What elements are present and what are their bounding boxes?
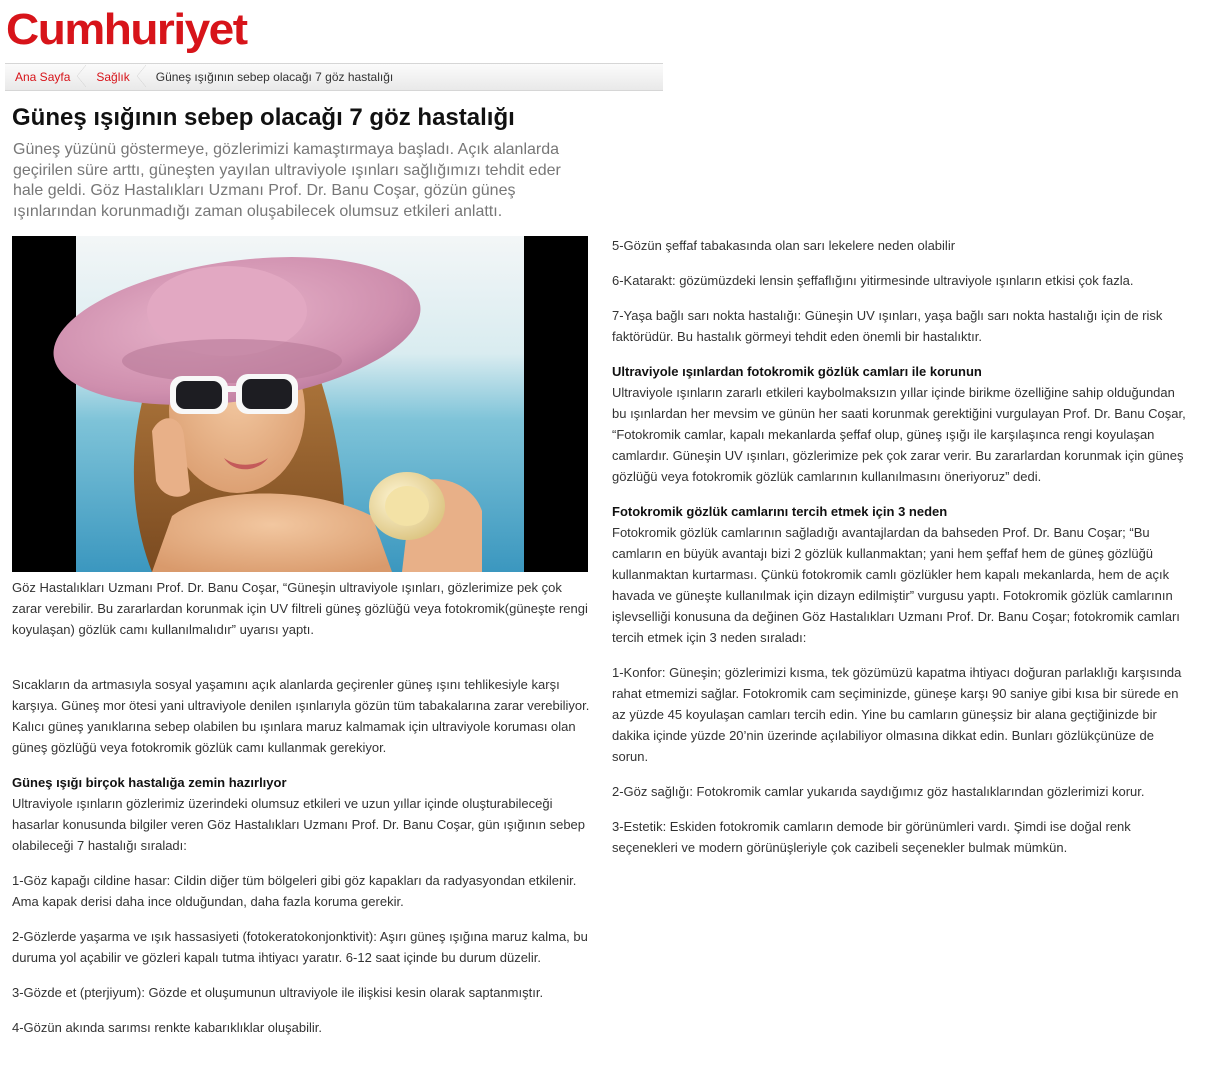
section-heading: Ultraviyole ışınlardan fotokromik gözlük camları ile korunun [612,364,982,379]
photo-caption: Göz Hastalıkları Uzmanı Prof. Dr. Banu Coşar, “Güneşin ultraviyole ışınları, gözlerimize pek çok zarar verebilir. Bu zararlardan korunmak için UV filtreli güneş gözlüğü veya fotokromik(güneşte rengi koyulaşan) gözlük camı kullanılmalıdır” uyarısı yaptı. [12,580,588,637]
site-logo[interactable]: Cumhuriyet [6,3,247,54]
article-title: Güneş ışığının sebep olacağı 7 göz hastalığı [12,104,515,131]
breadcrumb [5,63,663,91]
list-item: 3-Estetik: Eskiden fotokromik camların demode bir görünümleri vardı. Şimdi ise doğal renk seçenekleri ve modern görünüşleriyle çok cazibeli seçenekler bulmak mümkün. [612,819,1131,855]
list-item: 2-Gözlerde yaşarma ve ışık hassasiyeti (fotokeratokonjonktivit): Aşırı güneş ışığına maruz kalma, bu duruma yol açabilir ve gözleri kapalı tutma ihtiyacı yaratır. 6-12 saat içinde bu durum düzelir. [12,929,588,965]
list-item: 7-Yaşa bağlı sarı nokta hastalığı: Güneşin UV ışınları, yaşa bağlı sarı nokta hastalığı için de risk faktörüdür. Bu hastalık görmeyi tehdit eden önemli bir hastalıktır. [612,308,1163,344]
section-heading: Fotokromik gözlük camlarını tercih etmek için 3 neden [612,504,948,519]
woman-sunhat-sunglasses-illustration [12,236,588,572]
list-item: 6-Katarakt: gözümüzdeki lensin şeffaflığını yitirmesinde ultraviyole ışınların etkisi çok fazla. [612,273,1134,288]
list-item: 1-Göz kapağı cildine hasar: Cildin diğer tüm bölgeleri gibi göz kapakları da radyasyondan etkilenir. Ama kapak derisi daha ince olduğundan, daha fazla koruma gerekir. [12,873,577,909]
article-body-left [12,674,592,1052]
breadcrumb-home-link[interactable]: Ana Sayfa [5,64,86,90]
paragraph: Ultraviyole ışınların zararlı etkileri kaybolmaksızın yıllar içinde birikme özelliğine sahip olduğundan bu ışınlardan her mevsim ve günün her saati korunmak gerektiğini vurgulayan Prof. Dr. Banu Coşar, “Fotokromik camlar, kapalı mekanlarda şeffaf olup, güneş ışığı ile karşılaşınca rengi koyulaşan camlardır. Güneşin UV ışınları, gözlerimize pek çok zarar verir. Bu zararlardan korunmak için güneş gözlüğü veya fotokromik gözlük camlarının kullanılmasını öneriyoruz” dedi. [612,385,1186,484]
article-photo [12,236,588,572]
breadcrumb-category-link[interactable]: Sağlık [86,64,145,90]
list-item: 4-Gözün akında sarımsı renkte kabarıklıklar oluşabilir. [12,1020,322,1035]
breadcrumb-current: Güneş ışığının sebep olacağı 7 göz hastalığı [155,70,394,84]
paragraph: Sıcakların da artmasıyla sosyal yaşamını açık alanlarda geçirenler güneş ışını tehlikesiyle karşı karşıya. Güneş mor ötesi yani ultraviyole denilen ışınlarıyla gözün tüm tabakalarına zarar verebiliyor. Kalıcı güneş yanıklarına sebep olabilen bu ışınlara maruz kalmamak için ultraviyole koruması olan güneş gözlüğü veya fotokromik gözlük camı kullanmak gerekiyor. [12,677,590,755]
article-lead: Güneş yüzünü göstermeye, gözlerimizi kamaştırmaya başladı. Açık alanlarda geçirilen süre arttı, güneşten yayılan ultraviyole ışınları sağlığımızı tehdit eder hale geldi. Göz Hastalıkları Uzmanı Prof. Dr. Banu Coşar, gözün güneş ışınlarından korunmadığı zaman oluşabilecek olumsuz etkileri anlattı. [13,141,561,220]
list-item: 1-Konfor: Güneşin; gözlerimizi kısma, tek gözümüzü kapatma ihtiyacı doğuran parlaklığı karşısında rahat etmemizi sağlar. Fotokromik cam seçiminizde, güneşe karşı 90 saniye gibi kısa bir sürede en az yüzde 45 koyulaşan camları tercih edin. Yine bu camların güneşsiz bir alana geçtiğinizde bir dakika içinde yüzde 20’nin üzerinde açılabiliyor olmasına dikkat edin. Bunları gözlükçünüze de sorun. [612,665,1182,764]
list-item: 5-Gözün şeffaf tabakasında olan sarı lekelere neden olabilir [612,238,956,253]
paragraph: Ultraviyole ışınların gözlerimiz üzerindeki olumsuz etkileri ve uzun yıllar içinde oluşturabileceği hasarlar konusunda bilgiler veren Göz Hastalıkları Uzmanı Prof. Dr. Banu Coşar, gün ışığının sebep olabileceği 7 hastalığı sıraladı: [12,796,586,853]
list-item: 3-Gözde et (pterjiyum): Gözde et oluşumunun ultraviyole ile ilişkisi kesin olarak saptanmıştır. [12,985,544,1000]
paragraph: Fotokromik gözlük camlarının sağladığı avantajlardan da bahseden Prof. Dr. Banu Coşar; “Bu camların en büyük avantajı bizi 2 gözlük kullanmaktan; yani hem şeffaf hem de güneş gözlüğü kullanmaktan kurtarması. Çünkü fotokromik camlı gözlükler hem kapalı mekanlarda, hem de açık havada ve güneşte kullanılmak için dizayn edilmiştir” vurgusu yaptı. Fotokromik gözlük camlarının işlevselliği konusuna da değinen Göz Hastalıkları Uzmanı Prof. Dr. Banu Coşar; fotokromik camları tercih etmek için 3 neden sıraladı: [612,525,1180,645]
article-body-right [612,235,1192,872]
section-heading: Güneş ışığı birçok hastalığa zemin hazırlıyor [12,775,287,790]
list-item: 2-Göz sağlığı: Fotokromik camlar yukarıda saydığımız göz hastalıklarından gözlerimizi korur. [612,784,1145,799]
